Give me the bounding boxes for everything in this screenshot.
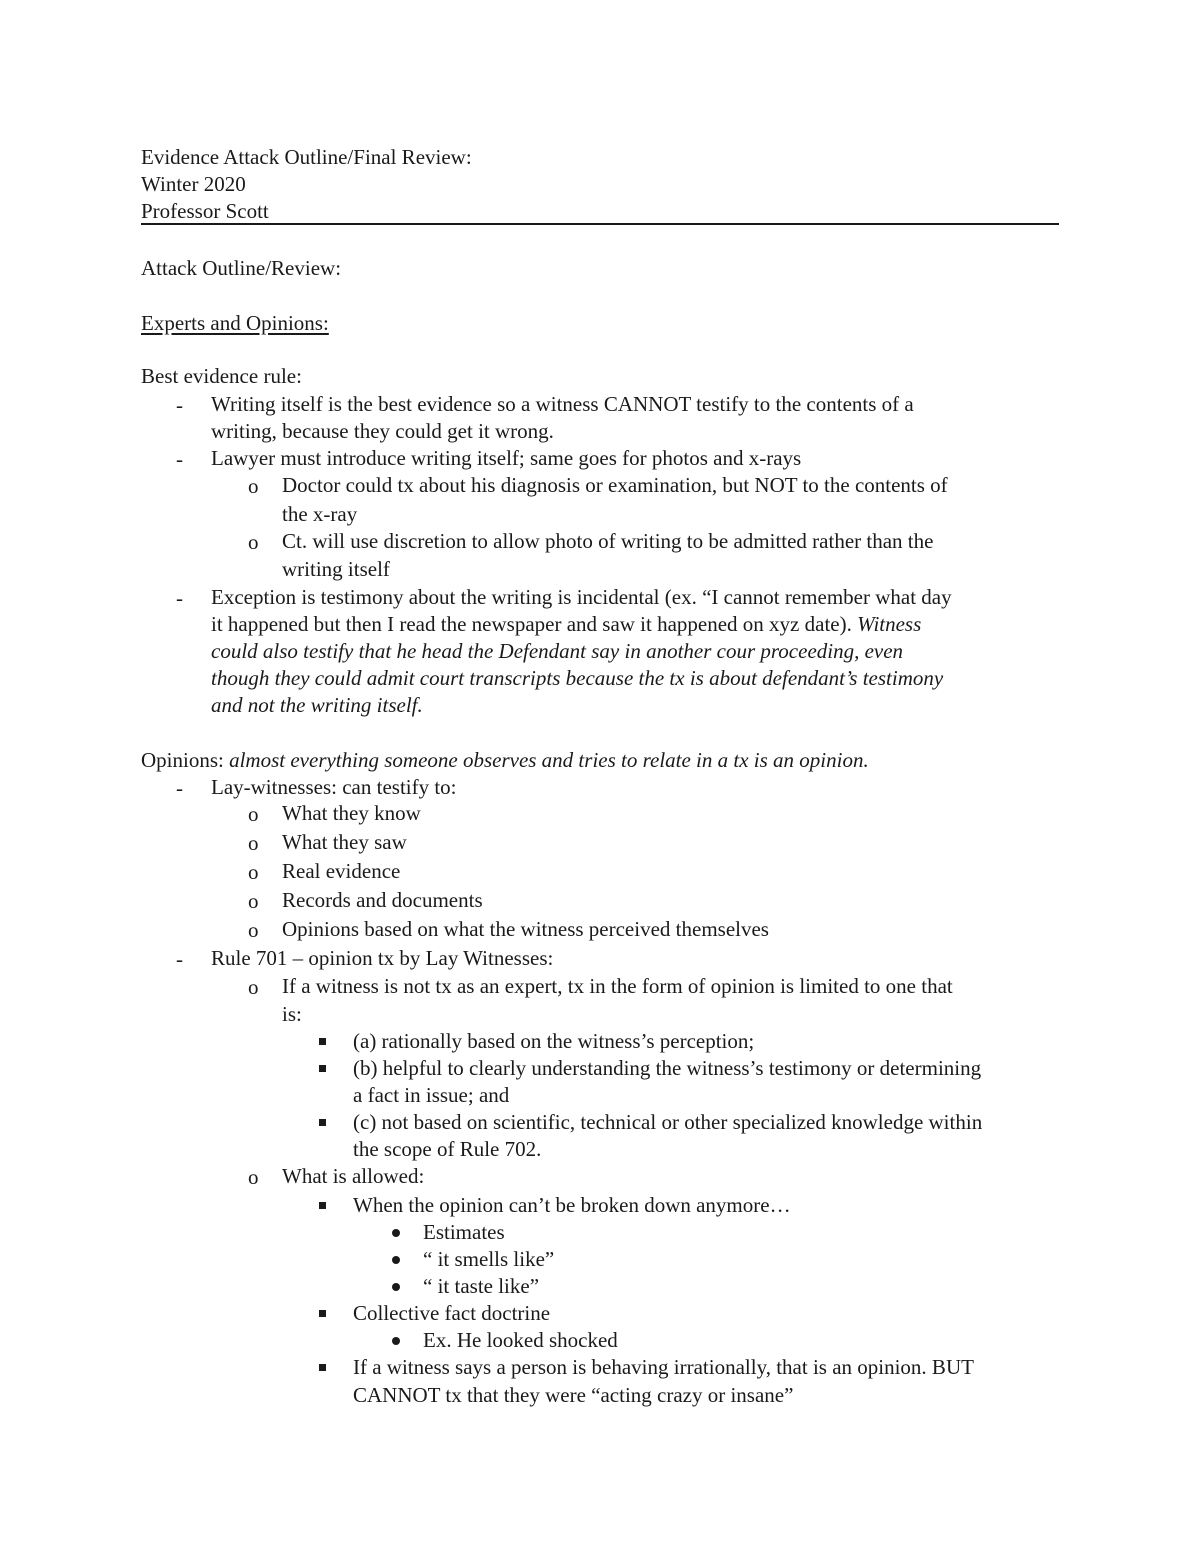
list-item: What they know bbox=[282, 801, 421, 825]
document-term: Winter 2020 bbox=[141, 172, 246, 196]
list-item: Rule 701 – opinion tx by Lay Witnesses: bbox=[211, 946, 554, 970]
list-item: What they saw bbox=[282, 830, 407, 854]
circle-bullet-icon: o bbox=[248, 889, 259, 913]
list-item-cont: and not the writing itself. bbox=[211, 693, 423, 717]
square-bullet-icon bbox=[319, 1065, 326, 1072]
list-item-cont: the x-ray bbox=[282, 502, 358, 526]
opinions-definition: almost everything someone observes and tries to relate in a tx is an opinion. bbox=[229, 748, 869, 772]
square-bullet-icon bbox=[319, 1038, 326, 1045]
dash-bullet-icon: - bbox=[176, 586, 183, 610]
circle-bullet-icon: o bbox=[248, 530, 259, 554]
dash-bullet-icon: - bbox=[176, 947, 183, 971]
circle-bullet-icon: o bbox=[248, 831, 259, 855]
round-bullet-icon bbox=[392, 1337, 400, 1345]
circle-bullet-icon: o bbox=[248, 802, 259, 826]
list-item: If a witness says a person is behaving irrationally, that is an opinion. BUT bbox=[353, 1355, 974, 1379]
section-subheading: Experts and Opinions: bbox=[141, 311, 329, 335]
inline-text: it happened but then I read the newspaper and saw it happened on xyz date). bbox=[211, 612, 858, 636]
list-item: Lay-witnesses: can testify to: bbox=[211, 775, 457, 799]
square-bullet-icon bbox=[319, 1364, 326, 1371]
list-item: Ct. will use discretion to allow photo of writing to be admitted rather than the bbox=[282, 529, 934, 553]
list-item: (a) rationally based on the witness’s perception; bbox=[353, 1029, 755, 1053]
list-item-cont bbox=[211, 614, 921, 635]
list-item-cont: though they could admit court transcripts because the tx is about defendant’s testimony bbox=[211, 666, 944, 690]
square-bullet-icon bbox=[319, 1119, 326, 1126]
best-evidence-label: Best evidence rule: bbox=[141, 364, 302, 388]
list-item: Writing itself is the best evidence so a witness CANNOT testify to the contents of a bbox=[211, 392, 914, 416]
circle-bullet-icon: o bbox=[248, 1165, 259, 1189]
dash-bullet-icon: - bbox=[176, 447, 183, 471]
list-item: Ex. He looked shocked bbox=[423, 1328, 618, 1352]
opinions-label bbox=[141, 750, 869, 771]
list-item: Doctor could tx about his diagnosis or examination, but NOT to the contents of bbox=[282, 473, 948, 497]
list-item: Lawyer must introduce writing itself; same goes for photos and x-rays bbox=[211, 446, 802, 470]
list-item-cont: could also testify that he head the Defendant say in another cour proceeding, even bbox=[211, 639, 904, 663]
circle-bullet-icon: o bbox=[248, 975, 259, 999]
list-item-cont: writing, because they could get it wrong. bbox=[211, 419, 554, 443]
list-item: Real evidence bbox=[282, 859, 401, 883]
section-heading: Attack Outline/Review: bbox=[141, 256, 342, 280]
list-item: Opinions based on what the witness perceived themselves bbox=[282, 917, 769, 941]
list-item: If a witness is not tx as an expert, tx in the form of opinion is limited to one that bbox=[282, 974, 953, 998]
list-item: “ it smells like” bbox=[423, 1247, 555, 1271]
header-divider bbox=[141, 223, 1059, 225]
document-professor: Professor Scott bbox=[141, 199, 269, 223]
list-item-cont: writing itself bbox=[282, 557, 390, 581]
square-bullet-icon bbox=[319, 1202, 326, 1209]
list-item-cont: the scope of Rule 702. bbox=[353, 1137, 542, 1161]
square-bullet-icon bbox=[319, 1310, 326, 1317]
round-bullet-icon bbox=[392, 1229, 400, 1237]
document-title: Evidence Attack Outline/Final Review: bbox=[141, 145, 472, 169]
list-item: (b) helpful to clearly understanding the witness’s testimony or determining bbox=[353, 1056, 982, 1080]
list-item: Collective fact doctrine bbox=[353, 1301, 551, 1325]
list-item: When the opinion can’t be broken down anymore… bbox=[353, 1193, 791, 1217]
list-item: “ it taste like” bbox=[423, 1274, 540, 1298]
list-item: Records and documents bbox=[282, 888, 483, 912]
opinions-label-text: Opinions: bbox=[141, 748, 230, 772]
round-bullet-icon bbox=[392, 1256, 400, 1264]
round-bullet-icon bbox=[392, 1283, 400, 1291]
list-item: (c) not based on scientific, technical or other specialized knowledge within bbox=[353, 1110, 983, 1134]
list-item-cont: CANNOT tx that they were “acting crazy or insane” bbox=[353, 1383, 794, 1407]
list-item-cont: is: bbox=[282, 1002, 302, 1026]
list-item: Estimates bbox=[423, 1220, 505, 1244]
list-item: Exception is testimony about the writing is incidental (ex. “I cannot remember what day bbox=[211, 585, 952, 609]
list-item-cont: a fact in issue; and bbox=[353, 1083, 510, 1107]
list-item: What is allowed: bbox=[282, 1164, 425, 1188]
circle-bullet-icon: o bbox=[248, 860, 259, 884]
dash-bullet-icon: - bbox=[176, 393, 183, 417]
circle-bullet-icon: o bbox=[248, 474, 259, 498]
dash-bullet-icon: - bbox=[176, 776, 183, 800]
circle-bullet-icon: o bbox=[248, 918, 259, 942]
inline-italic-text: Witness bbox=[857, 612, 922, 636]
